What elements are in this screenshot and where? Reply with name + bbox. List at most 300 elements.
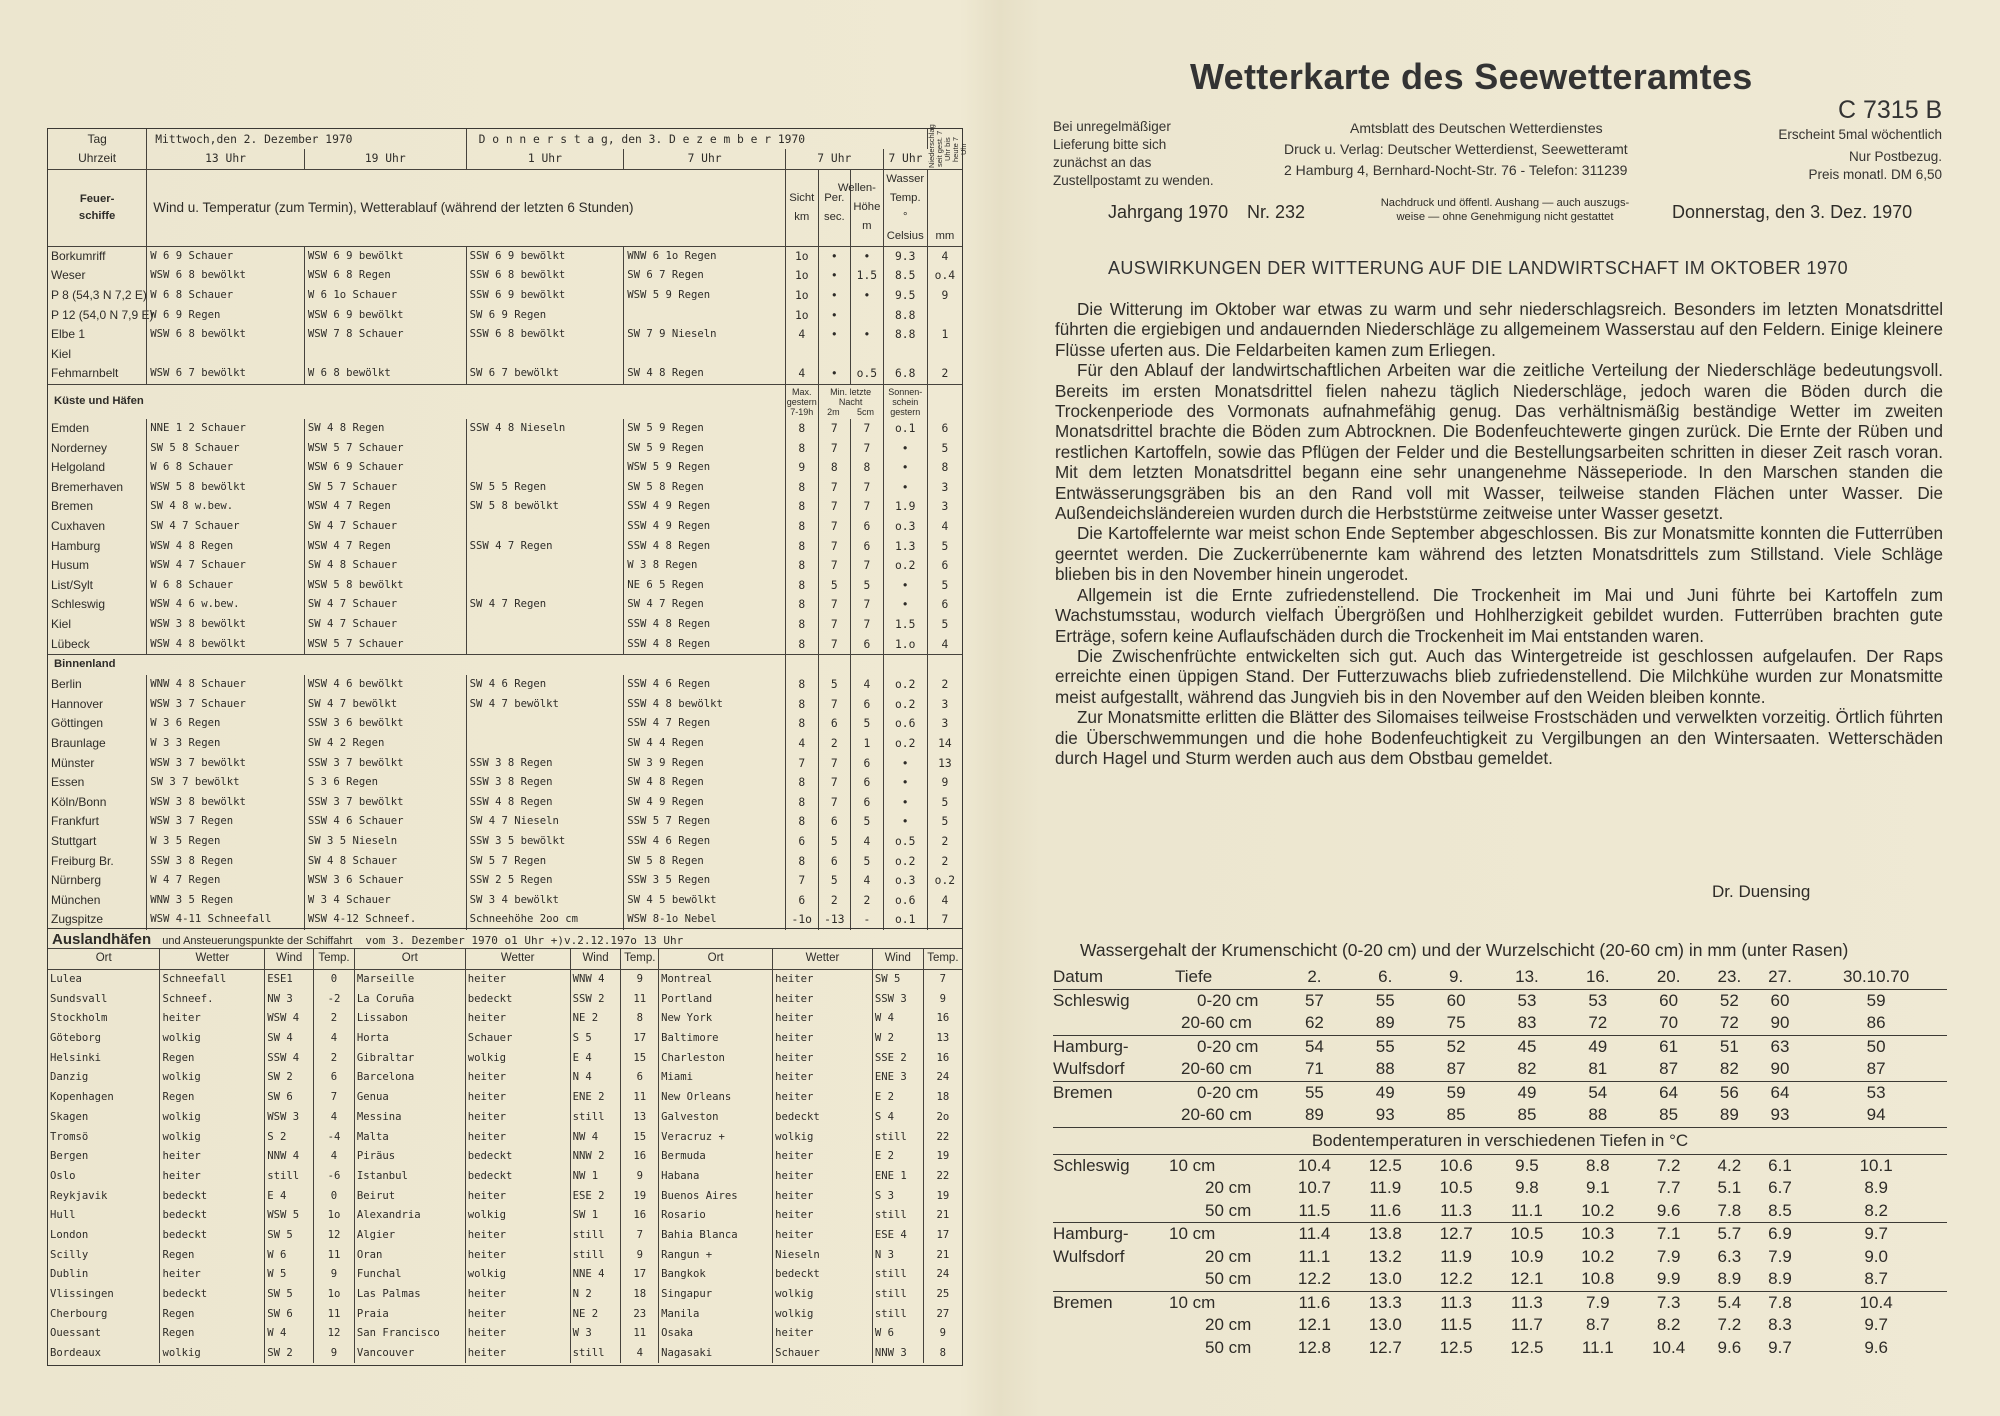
station-name: List/Sylt (48, 576, 147, 596)
table-cell: 6 (851, 792, 884, 812)
table-cell: 7 (818, 753, 851, 773)
table-cell: 90 (1770, 1059, 1790, 1079)
table-cell: 60 (1659, 990, 1679, 1010)
table-cell: 1o (785, 305, 818, 325)
header-min-depths (819, 407, 883, 417)
date-header: 30.10.70 (1805, 966, 1947, 989)
table-cell: heiter (160, 1167, 265, 1187)
table-cell: • (818, 325, 851, 345)
table-cell: 4 (314, 1029, 355, 1049)
port-name: Göteborg (48, 1029, 160, 1049)
header-sicht-text: Sicht km (789, 191, 815, 223)
table-cell: 1o (314, 1206, 355, 1226)
table-cell: 63 (1755, 1035, 1806, 1058)
table-cell: SSW 4 9 Regen (624, 497, 786, 517)
table-row (48, 517, 962, 537)
station-name (1053, 1104, 1161, 1127)
table-cell: • (818, 246, 851, 266)
table-cell: 16 (621, 1147, 659, 1167)
table-cell: still (872, 1304, 923, 1324)
table-cell: 9.9 (1656, 1269, 1681, 1289)
table-cell: 7 (818, 773, 851, 793)
table-cell: Regen (160, 1088, 265, 1108)
table-cell: 7.3 (1633, 1291, 1704, 1314)
table-cell: 10 cm (1161, 1223, 1279, 1246)
table-cell: WSW 4 7 Regen (304, 497, 466, 517)
station-name: Hamburg- (1053, 1223, 1161, 1246)
table-cell: 19 (936, 1189, 950, 1202)
port-name: Skagen (48, 1108, 160, 1128)
table-row (48, 1068, 962, 1088)
station-name: Lübeck (48, 634, 147, 654)
table-cell: SW 7 9 Nieseln (624, 325, 786, 345)
port-name: Genua (354, 1088, 465, 1108)
table-cell: 8 (785, 536, 818, 556)
table-row (1053, 1012, 1947, 1035)
table-cell: still (872, 1285, 923, 1305)
table-cell: wolkig (773, 1304, 873, 1324)
table-cell (624, 345, 786, 365)
table-cell: 10.5 (1492, 1223, 1563, 1246)
table-cell: 6.8 (883, 364, 927, 384)
station-name (1053, 1177, 1161, 1200)
table-cell: 64 (1755, 1081, 1806, 1104)
table-row (48, 1186, 962, 1206)
table-cell (466, 634, 624, 654)
table-cell: 7 (818, 615, 851, 635)
publisher-info (1284, 118, 1628, 181)
table-cell: 4 (785, 325, 818, 345)
delivery-note-line: Bei unregelmäßiger (1053, 119, 1171, 134)
table-cell: 17 (621, 1029, 659, 1049)
table-cell: SSW 6 8 bewölkt (466, 325, 624, 345)
table-cell: SW 4 7 Regen (466, 595, 624, 615)
table-cell: 12.2 (1439, 1269, 1473, 1289)
table-cell: • (883, 792, 927, 812)
table-cell: wolkig (160, 1344, 265, 1364)
table-cell: 5 (818, 871, 851, 891)
table-cell: 8.3 (1768, 1315, 1792, 1335)
table-cell: 5 (851, 576, 884, 596)
table-cell: 12 (314, 1226, 355, 1246)
table-cell: 4 (851, 871, 884, 891)
table-cell: W 6 8 bewölkt (304, 364, 466, 384)
table-row (48, 305, 962, 325)
table-cell: N 2 (570, 1285, 621, 1305)
table-cell: 11.6 (1279, 1291, 1350, 1314)
header-day2: D o n n e r s t a g, den 3. D e z e m b e r 1970 (466, 129, 927, 149)
table-cell: 13.0 (1368, 1315, 1402, 1335)
table-cell: 87 (1659, 1059, 1679, 1079)
table-cell: WNW 4 (570, 969, 621, 989)
table-cell: 15 (621, 1127, 659, 1147)
table-cell: SSW 4 8 Regen (624, 634, 786, 654)
station-name: München (48, 890, 147, 910)
table-cell: SW 6 9 Regen (466, 305, 624, 325)
table-cell: W 3 (570, 1324, 621, 1344)
header-time: 13 Uhr (147, 149, 305, 169)
table-cell: 7 (818, 536, 851, 556)
table-cell: SW 1 (570, 1206, 621, 1226)
table-cell: 88 (1375, 1059, 1395, 1079)
table-cell: 16 (621, 1206, 659, 1226)
section-header-row (48, 654, 962, 675)
column-header: Wetter (160, 949, 265, 970)
table-cell: 59 (1421, 1081, 1492, 1104)
table-cell: ENE 3 (872, 1068, 923, 1088)
table-cell: 6 (314, 1068, 355, 1088)
table-cell: 9.5 (883, 286, 927, 306)
table-cell: 8.5 (1768, 1200, 1792, 1220)
table-cell: 18 (936, 1091, 950, 1104)
table-cell: 2 (941, 367, 949, 381)
table-cell: 5 (851, 812, 884, 832)
table-cell: ESE 2 (570, 1186, 621, 1206)
table-cell: SW 4 7 Schauer (304, 595, 466, 615)
table-cell: 9.7 (1864, 1315, 1888, 1335)
header-max-text: Max. gestern 7-19h (786, 386, 817, 417)
table-cell: Regen (160, 1324, 265, 1344)
table-row (48, 1265, 962, 1285)
table-cell: heiter (773, 1226, 873, 1246)
table-cell: 24 (936, 1071, 950, 1084)
section-feuerschiffe: Feuer- schiffe (48, 169, 147, 246)
station-name: Helgoland (48, 458, 147, 478)
table-cell: 6 (851, 694, 884, 714)
table-cell: 7 (851, 556, 884, 576)
table-cell: 8 (785, 497, 818, 517)
table-cell: 9.6 (1717, 1337, 1742, 1357)
station-name: Fehmarnbelt (48, 364, 147, 384)
port-name: New Orleans (659, 1088, 773, 1108)
table-cell: 8.9 (1717, 1269, 1742, 1289)
table-cell: W 4 (872, 1009, 923, 1029)
table-cell: 8.2 (1864, 1200, 1888, 1220)
table-row (48, 438, 962, 458)
table-cell: 89 (1719, 1105, 1739, 1125)
auslandhaefen-section (48, 928, 962, 1363)
table-cell: heiter (773, 1009, 873, 1029)
table-cell: 11.9 (1440, 1246, 1473, 1266)
table-cell: SW 4 7 bewölkt (466, 694, 624, 714)
port-name: Montreal (659, 969, 773, 989)
table-cell: 5 (818, 675, 851, 695)
table-cell: Schneehöhe 2oo cm (466, 910, 624, 930)
table-cell: SW 2 (265, 1068, 314, 1088)
table-cell: W 3 6 Regen (147, 714, 305, 734)
soil-table (1053, 966, 1947, 1359)
table-row (1053, 1058, 1947, 1081)
table-row (48, 773, 962, 793)
table-cell: • (883, 458, 927, 478)
table-cell: 3 (941, 480, 949, 494)
table-row (48, 832, 962, 852)
table-cell: Regen (160, 1048, 265, 1068)
date-header: 9. (1421, 966, 1492, 989)
table-cell: 22 (936, 1169, 950, 1182)
table-cell: 7.9 (1656, 1246, 1681, 1266)
table-cell: 9 (314, 1344, 355, 1364)
port-name: Istanbul (354, 1167, 465, 1187)
table-cell: 5 (941, 815, 949, 829)
table-cell: 16 (936, 1051, 950, 1064)
table-cell: 7 (785, 871, 818, 891)
table-cell: 5 (818, 576, 851, 596)
table-cell: heiter (773, 1186, 873, 1206)
table-row (48, 1324, 962, 1344)
table-cell: WSW 6 8 bewölkt (147, 266, 305, 286)
table-cell: SSW 4 8 Regen (466, 792, 624, 812)
table-cell: 61 (1633, 1035, 1704, 1058)
table-cell: W 2 (872, 1029, 923, 1049)
station-name: Schleswig (48, 595, 147, 615)
table-cell (304, 345, 466, 365)
port-name: Singapur (659, 1285, 773, 1305)
table-cell: 10.6 (1439, 1155, 1473, 1175)
table-cell: 10.4 (1805, 1291, 1947, 1314)
table-cell: 0 (314, 969, 355, 989)
section-kueste: Küste und Häfen (48, 384, 785, 419)
station-name (1053, 1337, 1161, 1360)
port-name: Nagasaki (659, 1344, 773, 1364)
table-cell: SSW 3 5 Regen (624, 871, 786, 891)
table-cell: WSW 6 8 bewölkt (147, 325, 305, 345)
date-header: 6. (1350, 966, 1421, 989)
column-header: Temp. (314, 949, 355, 970)
table-cell: 8 (621, 1009, 659, 1029)
table-cell: WSW 5 7 Schauer (304, 438, 466, 458)
table-cell: 11 (314, 1245, 355, 1265)
table-row (48, 753, 962, 773)
table-cell: 50 cm (1205, 1337, 1252, 1357)
table-cell: • (883, 478, 927, 498)
table-row (48, 1304, 962, 1324)
column-header: Ort (354, 949, 465, 970)
port-name: New York (659, 1009, 773, 1029)
table-cell (927, 305, 962, 325)
table-cell: 50 cm (1205, 1269, 1252, 1289)
port-name: Oslo (48, 1167, 160, 1187)
table-cell: SSW 6 9 bewölkt (466, 246, 624, 266)
table-cell: WSW 3 8 bewölkt (147, 615, 305, 635)
table-cell: W 6 (265, 1245, 314, 1265)
table-cell: 82 (1517, 1059, 1537, 1079)
table-row (48, 556, 962, 576)
table-cell: 1.5 (851, 266, 884, 286)
table-cell: - (851, 910, 884, 930)
port-name: Bergen (48, 1147, 160, 1167)
table-cell: 85 (1659, 1105, 1679, 1125)
table-cell: W 3 4 Schauer (304, 890, 466, 910)
station-name: Freiburg Br. (48, 851, 147, 871)
table-cell: 5 (941, 539, 949, 553)
table-cell: 53 (1805, 1081, 1947, 1104)
table-cell: 6 (851, 634, 884, 654)
station-name (1053, 1268, 1161, 1291)
table-cell: 2 (941, 854, 949, 868)
table-cell: 12.5 (1439, 1337, 1473, 1357)
table-cell: SSW 6 8 bewölkt (466, 266, 624, 286)
table-cell: heiter (465, 1068, 570, 1088)
port-name: Osaka (659, 1324, 773, 1344)
header-wellen (837, 169, 884, 246)
table-cell: SSW 4 6 Regen (624, 675, 786, 695)
table-cell: 8 (785, 438, 818, 458)
table-cell: WSW 4 6 w.bew. (147, 595, 305, 615)
table-cell: WSW 7 8 Schauer (304, 325, 466, 345)
table-cell: wolkig (160, 1068, 265, 1088)
table-cell: N 3 (872, 1245, 923, 1265)
table-cell: • (851, 246, 884, 266)
table-cell: NNW 3 (872, 1344, 923, 1364)
table-cell: NE 2 (570, 1009, 621, 1029)
table-cell: 7 (818, 556, 851, 576)
header-min-text: Min. letzte Nacht (830, 386, 872, 407)
station-name: Münster (48, 753, 147, 773)
table-cell: 18 (621, 1285, 659, 1305)
table-cell: 10.4 (1652, 1337, 1686, 1357)
table-cell: WSW 8-1o Nebel (624, 910, 786, 930)
table-cell: • (851, 325, 884, 345)
table-cell: heiter (465, 1304, 570, 1324)
table-cell: 7 (314, 1088, 355, 1108)
table-cell: 0-20 cm (1161, 1035, 1279, 1058)
table-row (1053, 1200, 1947, 1223)
table-cell (927, 654, 962, 675)
table-cell: 5 (941, 441, 949, 455)
table-cell: 10.2 (1581, 1246, 1615, 1266)
station-name: Weser (48, 266, 147, 286)
table-cell: 10.5 (1439, 1178, 1473, 1198)
table-cell: SW 5 8 bewölkt (466, 497, 624, 517)
table-cell: 89 (1304, 1105, 1324, 1125)
table-cell: 9 (621, 1167, 659, 1187)
table-cell: heiter (465, 1245, 570, 1265)
table-row (48, 969, 962, 989)
table-cell: 6 (818, 714, 851, 734)
table-cell: SW 4 8 Regen (624, 364, 786, 384)
table-cell: WNW 6 1o Regen (624, 246, 786, 266)
station-name: Braunlage (48, 734, 147, 754)
table-row (48, 419, 962, 439)
publisher-line: 2 Hamburg 4, Bernhard-Nocht-Str. 76 - Telefon: 311239 (1284, 162, 1628, 178)
table-cell: 8 (939, 1347, 947, 1360)
table-cell: 25 (936, 1288, 950, 1301)
table-cell: o.2 (883, 556, 927, 576)
table-cell: SSW 4 8 Regen (624, 536, 786, 556)
table-cell: 12.5 (1510, 1337, 1544, 1357)
column-header: Wetter (465, 949, 570, 970)
table-cell (466, 458, 624, 478)
table-cell: 20 cm (1205, 1315, 1252, 1335)
table-cell: heiter (465, 1344, 570, 1364)
table-cell: WSW 4-12 Schneef. (304, 910, 466, 930)
table-cell: bedeckt (465, 1167, 570, 1187)
table-cell: 1 (941, 328, 949, 342)
port-name: Ouessant (48, 1324, 160, 1344)
table-cell: 8.5 (883, 266, 927, 286)
column-header: Wetter (773, 949, 873, 970)
table-cell: WSW 4 (265, 1009, 314, 1029)
table-cell: 7 (851, 615, 884, 635)
table-cell: 8.8 (883, 325, 927, 345)
table-cell: SW 4 8 Schauer (304, 851, 466, 871)
table-cell: 70 (1659, 1013, 1679, 1033)
table-cell: 85 (1517, 1105, 1537, 1125)
table-cell: 6 (785, 890, 818, 910)
table-cell: SW 6 (265, 1304, 314, 1324)
table-cell: 49 (1492, 1081, 1563, 1104)
table-cell: 4 (785, 734, 818, 754)
table-cell: 19 (621, 1186, 659, 1206)
table-cell: 8 (941, 461, 949, 475)
auslandhaefen-subtitle: und Ansteuerungspunkte der Schiffahrt (162, 935, 353, 947)
table-cell: 7 (851, 497, 884, 517)
table-cell: o.1 (883, 910, 927, 930)
article-paragraph: Zur Monatsmitte erlitten die Blätter des Silomaises teilweise Frostschäden und verwelkten vorzeitig. Örtlich führten die Überschwemmungen und die hohe Bodenfeuchtigkeit zu Vergilbungen an den Wintersaaten. Wetterschäden durch Hagel und Sturm werden auch aus dem Obstbau gemeldet. (1055, 708, 1943, 768)
table-cell: -6 (314, 1167, 355, 1187)
port-name: Vancouver (354, 1344, 465, 1364)
table-cell: wolkig (160, 1029, 265, 1049)
table-cell: 11.6 (1369, 1200, 1402, 1220)
table-row (48, 536, 962, 556)
table-cell: 11.5 (1298, 1200, 1331, 1220)
table-cell: WNW 4 8 Schauer (147, 675, 305, 695)
table-cell: WSW 5 8 bewölkt (147, 478, 305, 498)
table-cell (466, 438, 624, 458)
table-cell: W 3 8 Regen (624, 556, 786, 576)
table-cell: wolkig (160, 1108, 265, 1128)
port-name: Galveston (659, 1108, 773, 1128)
port-name: Hull (48, 1206, 160, 1226)
table-cell: 7.7 (1656, 1178, 1681, 1198)
table-cell: heiter (773, 969, 873, 989)
table-cell: NNE 1 2 Schauer (147, 419, 305, 439)
table-cell: 10.2 (1581, 1200, 1615, 1220)
table-cell: 1.5 (883, 615, 927, 635)
table-cell: 5.7 (1704, 1223, 1755, 1246)
table-header-row (1053, 966, 1947, 989)
table-cell: 3 (941, 500, 949, 514)
column-header: Temp. (923, 949, 962, 970)
table-cell: 9.8 (1515, 1178, 1539, 1198)
table-row (48, 497, 962, 517)
table-row (1053, 1081, 1947, 1104)
table-cell: 19 (936, 1150, 950, 1163)
table-row (48, 478, 962, 498)
table-row (1053, 1177, 1947, 1200)
port-name: Piräus (354, 1147, 465, 1167)
table-cell: NE 2 (570, 1304, 621, 1324)
table-cell: 49 (1350, 1081, 1421, 1104)
table-cell: 23 (621, 1304, 659, 1324)
table-cell: 53 (1588, 990, 1608, 1010)
column-header: Datum (1053, 966, 1161, 989)
table-cell: WSW 3 7 Schauer (147, 694, 305, 714)
table-cell: 12.8 (1297, 1337, 1331, 1357)
table-cell: 4 (851, 832, 884, 852)
table-cell: 2 (851, 890, 884, 910)
port-name: Cherbourg (48, 1304, 160, 1324)
table-row (48, 1029, 962, 1049)
table-row (48, 1088, 962, 1108)
table-cell: 13.2 (1368, 1246, 1402, 1266)
table-cell: 13 (621, 1108, 659, 1128)
table-cell: 4 (314, 1147, 355, 1167)
table-cell: 5 (941, 578, 949, 592)
table-cell: 13.0 (1368, 1269, 1402, 1289)
table-cell: 17 (936, 1228, 950, 1241)
